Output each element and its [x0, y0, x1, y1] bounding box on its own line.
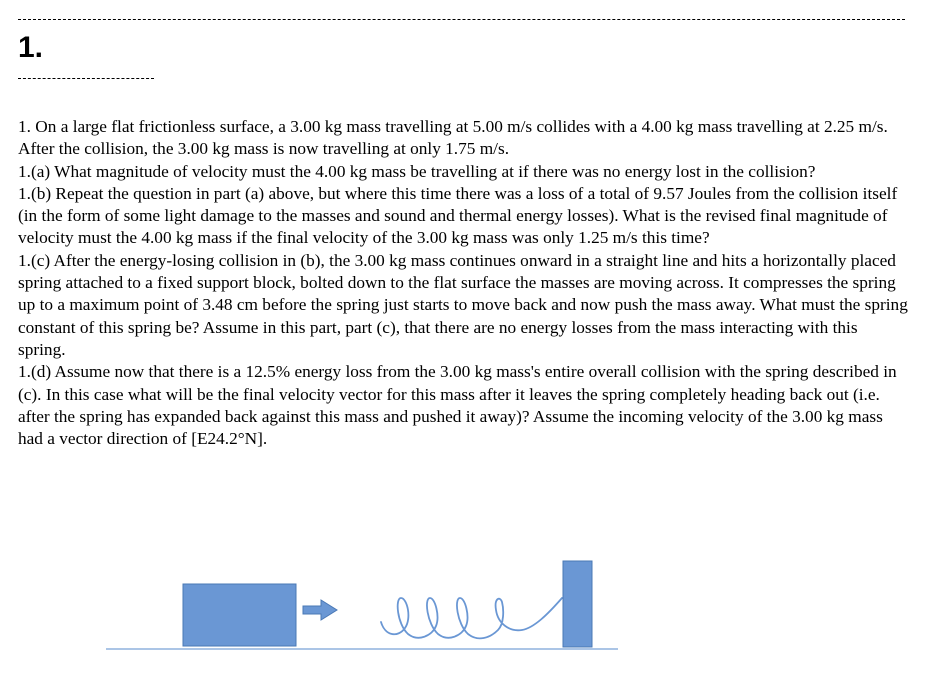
heading-underline: [18, 78, 154, 79]
part-a-text: 1.(a) What magnitude of velocity must the 4.00 kg mass be travelling at if there was no energy lost in the collision?: [18, 161, 816, 181]
part-c-text: 1.(c) After the energy-losing collision in (b), the 3.00 kg mass continues onward in a straight line and hits a horizontally placed spring attached to a fixed support block, bolted down to the flat surface the masses are moving across. It compresses the spring up to a maximum point of 3.48 cm before the spring just starts to move back and now push the mass away. What must the spring constant of this spring be? Assume in this part, part (c), that there are no energy losses from the mass interacting with this spring.: [18, 250, 908, 359]
top-divider: [18, 19, 905, 20]
arrow-icon: [303, 600, 337, 620]
part-d-text: 1.(d) Assume now that there is a 12.5% energy loss from the 3.00 kg mass's entire overall collision with the spring described in (c). In this case what will be the final velocity vector for this mass after it leaves the spring completely heading back out (i.e. after the spring has expanded back against this mass and pushed it away)? Assume the incoming velocity of the 3.00 kg mass had a vector direction of [E24.2°N].: [18, 362, 897, 449]
problem-number: 1.: [18, 31, 44, 64]
mass-block: [183, 584, 296, 646]
problem-text: [18, 116, 908, 450]
part-b-text: 1.(b) Repeat the question in part (a) above, but where this time there was a loss of a total of 9.57 Joules from the collision itself (in the form of some light damage to the masses and sound and thermal energy losses). What is the revised final magnitude of velocity must the 4.00 kg mass if the final velocity of the 3.00 kg mass was only 1.25 m/s this time?: [18, 183, 898, 248]
support-block: [563, 561, 592, 647]
spring-coil: [381, 598, 562, 638]
mass-spring-diagram: [0, 540, 930, 682]
problem-intro: 1. On a large flat frictionless surface, a 3.00 kg mass travelling at 5.00 m/s collides with a 4.00 kg mass travelling at 2.25 m/s. After the collision, the 3.00 kg mass is now travelling at only 1.75 m/s.: [18, 117, 888, 159]
